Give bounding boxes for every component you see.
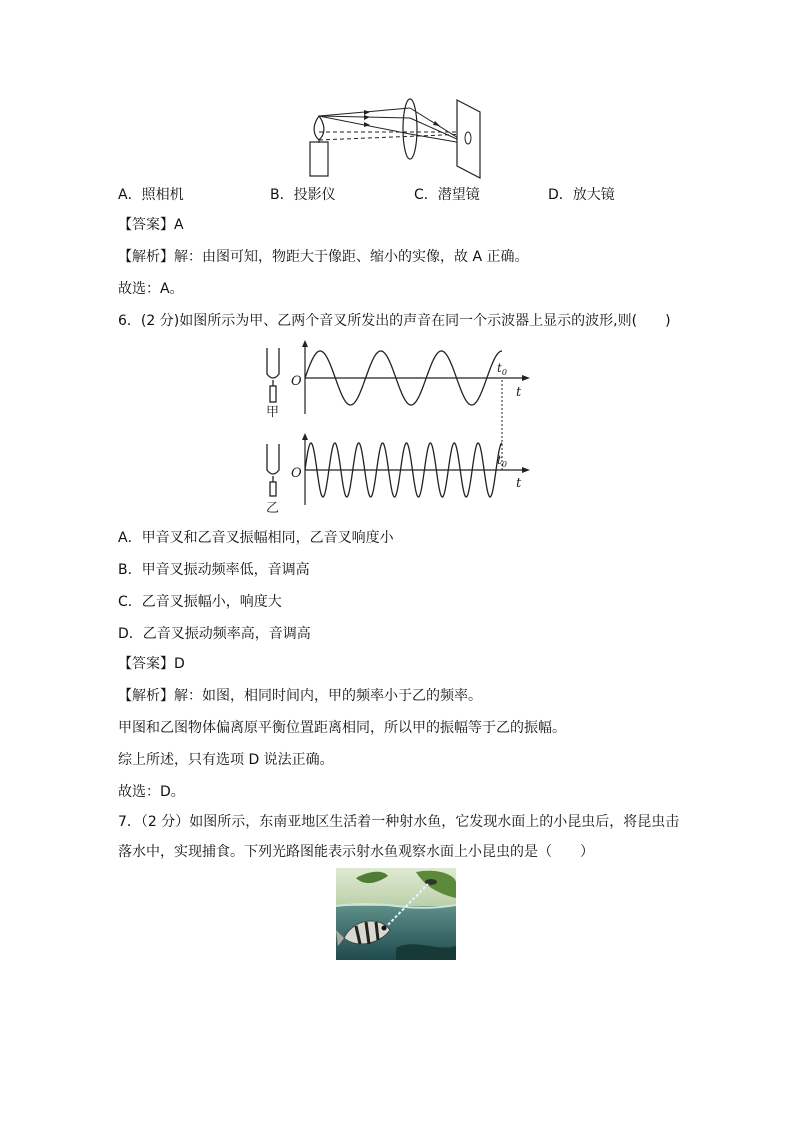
q5-analysis: 【解析】解：由图可知，物距大于像距、缩小的实像，故 A 正确。 — [118, 249, 529, 265]
q6-choose: 故选：D。 — [118, 784, 185, 800]
t0-label-top: $t_0$ — [497, 361, 507, 377]
q5-option-b[interactable]: B．投影仪 — [270, 187, 336, 203]
q7-stem-line-2: 落水中，实现捕食。下列光路图能表示射水鱼观察水面上小昆虫的是（ ） — [118, 844, 594, 860]
q7-stem-line-1: 7．（2 分）如图所示，东南亚地区生活着一种射水鱼，它发现水面上的小昆虫后，将昆虫击 — [118, 814, 680, 830]
axis-label-top: t — [516, 385, 522, 400]
q5-options — [118, 185, 678, 205]
q6-answer: 【答案】D — [118, 656, 185, 672]
q5-answer: 【答案】A — [118, 217, 184, 233]
origin-label-bottom: O — [291, 466, 302, 481]
q6-option-a[interactable]: A．甲音叉和乙音叉振幅相同，乙音叉响度小 — [118, 530, 394, 546]
q6-option-b[interactable]: B．甲音叉振动频率低，音调高 — [118, 562, 310, 578]
q5-choose: 故选：A。 — [118, 281, 184, 297]
archer-fish-image — [336, 868, 456, 960]
label-jia: 甲 — [266, 405, 280, 420]
screen — [457, 100, 480, 178]
candle — [310, 142, 328, 176]
q6-analysis-3: 综上所述，只有选项 D 说法正确。 — [118, 752, 334, 768]
axis-label-bottom: t — [516, 476, 522, 491]
q6-stem: 6．(2 分)如图所示为甲、乙两个音叉所发出的声音在同一个示波器上显示的波形,则( ) — [118, 313, 671, 329]
q6-analysis-1: 【解析】解：如图，相同时间内，甲的频率小于乙的频率。 — [118, 688, 482, 704]
lens-imaging-figure — [300, 96, 500, 186]
q6-option-c[interactable]: C．乙音叉振幅小，响度大 — [118, 594, 282, 610]
q5-option-c[interactable]: C．潜望镜 — [414, 187, 480, 203]
candle-flame — [314, 116, 324, 140]
q6-option-d[interactable]: D．乙音叉振动频率高，音调高 — [118, 626, 311, 642]
origin-label-top: O — [291, 374, 302, 389]
q5-option-a[interactable]: A．照相机 — [118, 187, 184, 203]
label-yi: 乙 — [266, 501, 280, 516]
q5-option-d[interactable]: D．放大镜 — [548, 187, 615, 203]
tuning-fork-yi-icon — [267, 444, 279, 496]
q6-analysis-2: 甲图和乙图物体偏离原平衡位置距离相同，所以甲的振幅等于乙的振幅。 — [118, 720, 566, 736]
t0-label-bottom: $t_0$ — [497, 453, 507, 469]
waveform-figure — [260, 340, 540, 520]
tuning-fork-jia-icon — [267, 348, 279, 402]
